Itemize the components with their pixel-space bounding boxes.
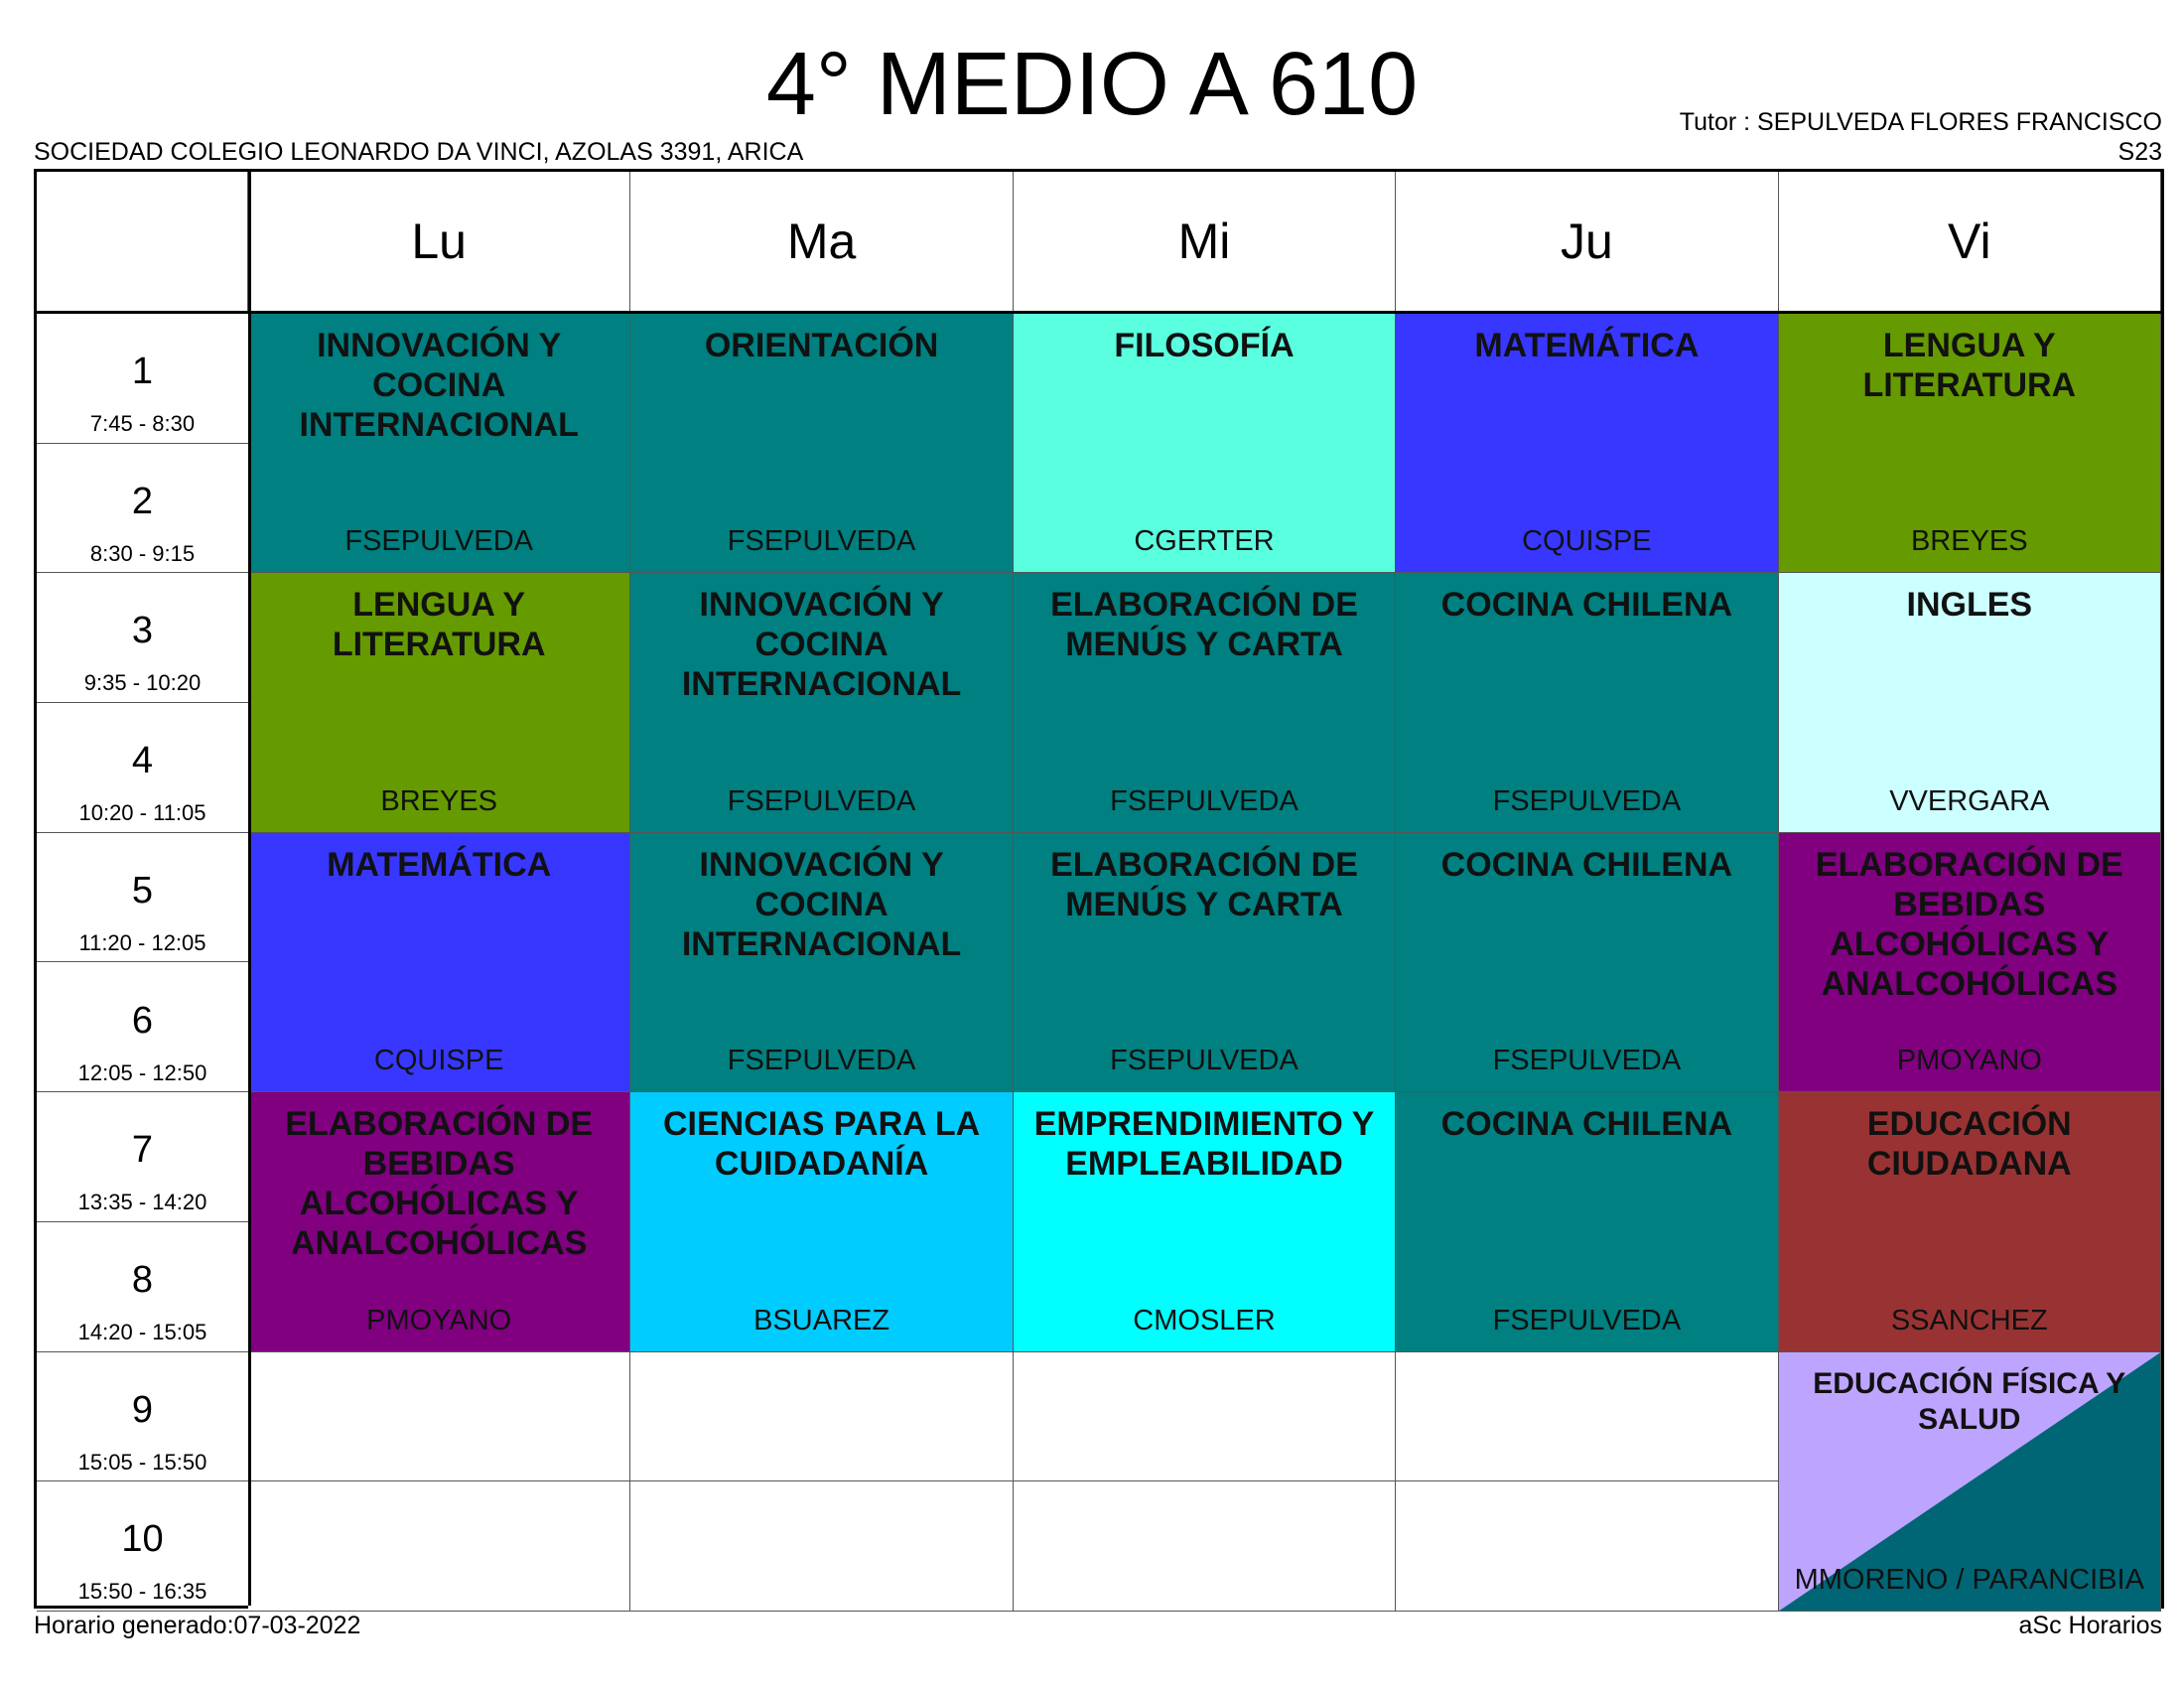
empty-slot[interactable] xyxy=(1014,1481,1396,1612)
lesson-teacher: BREYES xyxy=(1910,525,2028,558)
lesson-subject: INNOVACIÓN Y COCINA INTERNACIONAL xyxy=(681,845,962,963)
lesson-subject: EMPRENDIMIENTO Y EMPLEABILIDAD xyxy=(1033,1105,1375,1184)
lesson-teacher: CGERTER xyxy=(1134,525,1275,558)
lesson-subject: ELABORACIÓN DE MENÚS Y CARTA xyxy=(1050,845,1358,923)
lesson-card[interactable] xyxy=(248,833,630,1092)
period-cell xyxy=(37,1092,248,1222)
lesson-card[interactable] xyxy=(1014,1092,1396,1351)
app-brand: aSc Horarios xyxy=(2018,1612,2162,1639)
empty-slot[interactable] xyxy=(248,1352,630,1482)
lesson-subject: ELABORACIÓN DE BEBIDAS ALCOHÓLICAS Y ANALCOHÓLICAS xyxy=(1815,845,2123,1003)
corner-cell xyxy=(37,172,248,311)
lesson-teacher: VVERGARA xyxy=(1889,784,2050,817)
school-name: SOCIEDAD COLEGIO LEONARDO DA VINCI, AZOLAS 3391, ARICA xyxy=(34,138,804,166)
lesson-subject: COCINA CHILENA xyxy=(1440,845,1733,884)
period-cell xyxy=(37,1352,248,1482)
period-time: 9:35 - 10:20 xyxy=(83,670,202,696)
lesson-card[interactable] xyxy=(1014,314,1396,573)
lesson-teacher: CQUISPE xyxy=(373,1045,504,1077)
lesson-card[interactable] xyxy=(1779,1092,2161,1351)
lesson-card[interactable] xyxy=(1779,314,2161,573)
lesson-subject: EDUCACIÓN FÍSICA Y SALUD xyxy=(1813,1366,2126,1436)
lesson-teacher: MMORENO / PARANCIBIA xyxy=(1794,1563,2144,1596)
lesson-teacher: SSANCHEZ xyxy=(1890,1304,2048,1336)
empty-slot[interactable] xyxy=(248,1481,630,1612)
period-time: 14:20 - 15:05 xyxy=(77,1319,207,1344)
period-number: 2 xyxy=(131,480,154,522)
lesson-card[interactable] xyxy=(1779,833,2161,1092)
lesson-card[interactable] xyxy=(630,573,1013,832)
period-time: 8:30 - 9:15 xyxy=(89,540,196,566)
empty-slot[interactable] xyxy=(1396,1352,1778,1482)
day-header: Vi xyxy=(1779,172,2161,311)
lesson-teacher: FSEPULVEDA xyxy=(1492,784,1682,817)
day-header: Ma xyxy=(630,172,1013,311)
period-number: 5 xyxy=(131,869,154,912)
lesson-card[interactable] xyxy=(1396,1092,1778,1351)
lesson-subject: ELABORACIÓN DE BEBIDAS ALCOHÓLICAS Y ANALCOHÓLICAS xyxy=(285,1105,594,1263)
lesson-subject: CIENCIAS PARA LA CUIDADANÍA xyxy=(662,1105,981,1184)
period-number: 10 xyxy=(121,1518,164,1561)
lesson-teacher: FSEPULVEDA xyxy=(344,525,534,558)
period-cell xyxy=(37,703,248,833)
lesson-card[interactable] xyxy=(1396,314,1778,573)
lesson-card[interactable] xyxy=(1396,573,1778,832)
period-time: 13:35 - 14:20 xyxy=(77,1190,207,1215)
lesson-subject: ORIENTACIÓN xyxy=(704,327,939,364)
period-column-separator xyxy=(248,172,251,1606)
lesson-card[interactable] xyxy=(1779,1352,2161,1612)
lesson-teacher: FSEPULVEDA xyxy=(727,525,916,558)
generated-date: Horario generado:07-03-2022 xyxy=(34,1612,361,1639)
lesson-subject: FILOSOFÍA xyxy=(1114,327,1295,364)
lesson-subject: LENGUA Y LITERATURA xyxy=(1862,327,2077,404)
period-cell xyxy=(37,1222,248,1352)
lesson-teacher: FSEPULVEDA xyxy=(727,1045,916,1077)
lesson-subject: EDUCACIÓN CIUDADANA xyxy=(1866,1105,2072,1184)
period-number: 7 xyxy=(131,1129,154,1172)
period-time: 15:50 - 16:35 xyxy=(77,1579,207,1605)
lesson-teacher: CQUISPE xyxy=(1522,525,1652,558)
empty-slot[interactable] xyxy=(630,1481,1013,1612)
period-number: 8 xyxy=(131,1258,154,1301)
lesson-card[interactable] xyxy=(630,314,1013,573)
period-time: 7:45 - 8:30 xyxy=(89,411,196,436)
room-code: S23 xyxy=(2117,138,2162,166)
lesson-teacher: CMOSLER xyxy=(1133,1304,1276,1336)
day-header: Mi xyxy=(1014,172,1396,311)
lesson-teacher: FSEPULVEDA xyxy=(1110,1045,1298,1077)
empty-slot[interactable] xyxy=(1396,1481,1778,1612)
period-cell xyxy=(37,573,248,703)
lesson-subject: COCINA CHILENA xyxy=(1440,1105,1733,1144)
lesson-card[interactable] xyxy=(1014,573,1396,832)
period-number: 4 xyxy=(131,740,154,782)
lesson-teacher: FSEPULVEDA xyxy=(1492,1304,1682,1336)
period-time: 15:05 - 15:50 xyxy=(77,1449,207,1475)
day-header: Lu xyxy=(248,172,630,311)
lesson-subject: ELABORACIÓN DE MENÚS Y CARTA xyxy=(1050,586,1358,664)
lesson-subject: INGLES xyxy=(1906,586,2033,625)
lesson-subject: LENGUA Y LITERATURA xyxy=(332,586,546,664)
lesson-teacher: FSEPULVEDA xyxy=(727,784,916,817)
day-header: Ju xyxy=(1396,172,1778,311)
empty-slot[interactable] xyxy=(630,1352,1013,1482)
lesson-subject: INNOVACIÓN Y COCINA INTERNACIONAL xyxy=(681,586,962,704)
period-cell xyxy=(37,1481,248,1612)
lesson-subject: COCINA CHILENA xyxy=(1440,586,1733,625)
lesson-subject: INNOVACIÓN Y COCINA INTERNACIONAL xyxy=(299,327,579,444)
lesson-teacher: FSEPULVEDA xyxy=(1110,784,1298,817)
lesson-teacher: FSEPULVEDA xyxy=(1492,1045,1682,1077)
lesson-teacher: BSUAREZ xyxy=(753,1304,890,1336)
period-cell xyxy=(37,314,248,444)
lesson-card[interactable] xyxy=(248,1092,630,1351)
empty-slot[interactable] xyxy=(1014,1352,1396,1482)
lesson-card[interactable] xyxy=(1014,833,1396,1092)
page-title: 4° MEDIO A 610 xyxy=(765,35,1419,134)
lesson-card[interactable] xyxy=(248,314,630,573)
lesson-card[interactable] xyxy=(630,833,1013,1092)
period-time: 10:20 - 11:05 xyxy=(78,800,206,826)
lesson-card[interactable] xyxy=(1396,833,1778,1092)
period-number: 1 xyxy=(131,351,154,392)
period-cell xyxy=(37,833,248,963)
period-number: 9 xyxy=(131,1388,154,1431)
period-time: 12:05 - 12:50 xyxy=(77,1059,207,1085)
header-separator xyxy=(37,311,2161,314)
lesson-subject: MATEMÁTICA xyxy=(1474,327,1700,364)
lesson-teacher: BREYES xyxy=(380,784,498,817)
tutor-label: Tutor : SEPULVEDA FLORES FRANCISCO xyxy=(1679,108,2162,136)
lesson-card[interactable] xyxy=(1779,573,2161,832)
period-number: 6 xyxy=(131,999,154,1042)
lesson-card[interactable] xyxy=(248,573,630,832)
timetable-grid xyxy=(34,169,2164,1609)
period-number: 3 xyxy=(131,610,154,652)
period-cell xyxy=(37,963,248,1093)
lesson-teacher: PMOYANO xyxy=(366,1304,512,1336)
lesson-subject: MATEMÁTICA xyxy=(327,845,552,884)
period-time: 11:20 - 12:05 xyxy=(78,929,206,955)
period-cell xyxy=(37,444,248,574)
lesson-card[interactable] xyxy=(630,1092,1013,1351)
lesson-teacher: PMOYANO xyxy=(1896,1045,2042,1077)
